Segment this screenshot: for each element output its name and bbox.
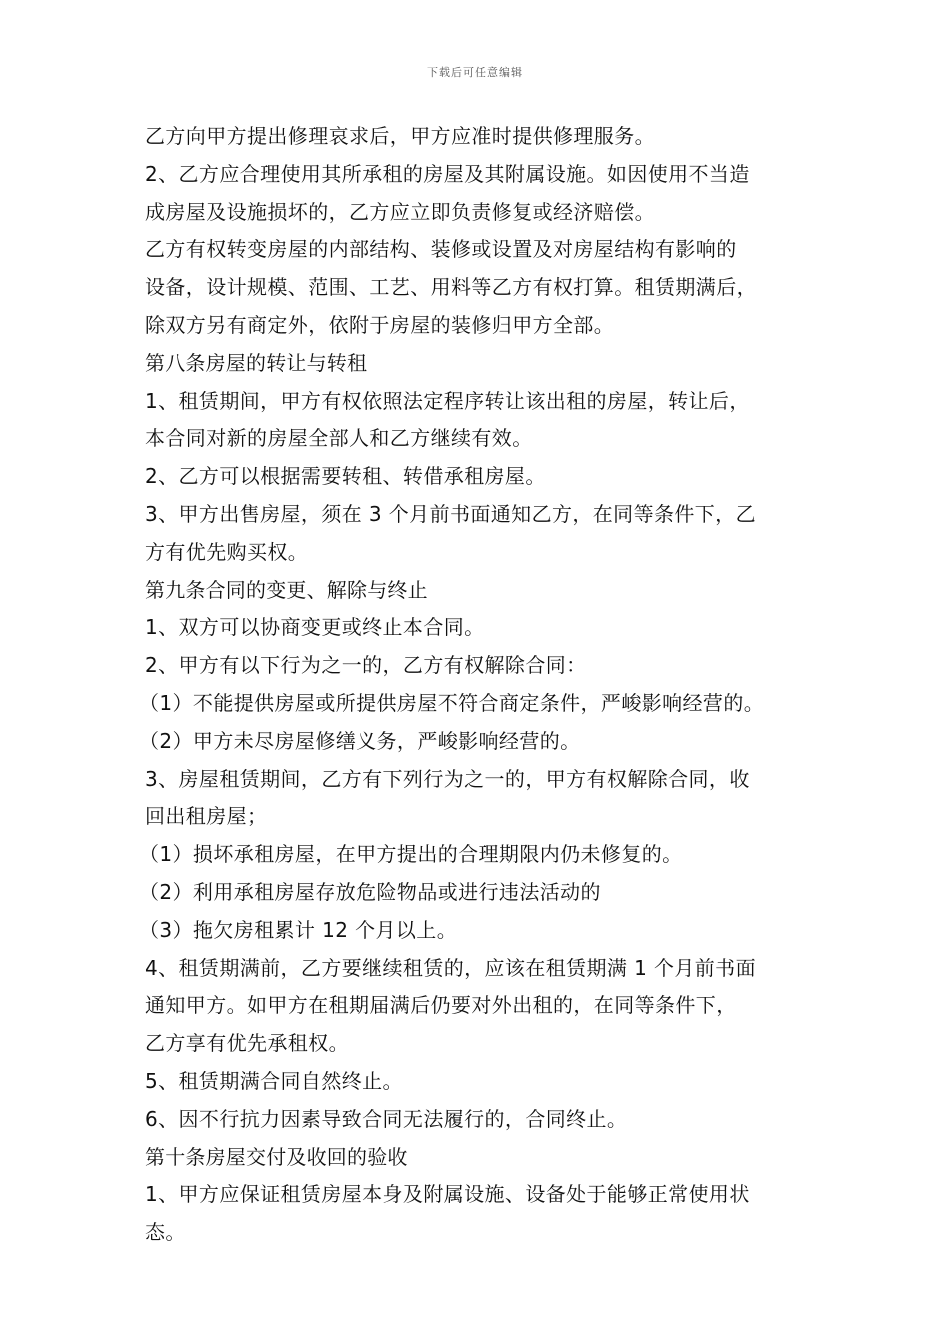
paragraph-line: 1、甲方应保证租赁房屋本身及附属设施、设备处于能够正常使用状	[145, 1182, 750, 1207]
paragraph-line: 乙方有权转变房屋的内部结构、装修或设置及对房屋结构有影响的	[145, 237, 737, 262]
paragraph-line: 方有优先购买权。	[145, 539, 309, 564]
paragraph-line: 2、乙方可以根据需要转租、转借承租房屋。	[145, 464, 546, 489]
paragraph-line: 1、双方可以协商变更或终止本合同。	[145, 615, 485, 640]
sub-item-line: （2）利用承租房屋存放危险物品或进行违法活动的	[139, 879, 601, 904]
paragraph-line: 6、因不行抗力因素导致合同无法履行的，合同终止。	[145, 1106, 628, 1131]
section-heading: 第八条房屋的转让与转租	[145, 350, 368, 375]
paragraph-line: 本合同对新的房屋全部人和乙方继续有效。	[145, 426, 533, 451]
section-heading: 第九条合同的变更、解除与终止	[145, 577, 428, 602]
paragraph-line: 3、房屋租赁期间，乙方有下列行为之一的，甲方有权解除合同，收	[145, 766, 750, 791]
sub-item-line: （2）甲方未尽房屋修缮义务，严峻影响经营的。	[139, 728, 581, 753]
sub-item-line: （1）损坏承租房屋，在甲方提出的合理期限内仍未修复的。	[139, 842, 683, 867]
paragraph-line: 4、租赁期满前，乙方要继续租赁的，应该在租赁期满 1 个月前书面	[145, 955, 756, 980]
paragraph-line: 设备，设计规模、范围、工艺、用料等乙方有权打算。租赁期满后，	[145, 275, 757, 300]
sub-item-line: （3）拖欠房租累计 12 个月以上。	[139, 917, 458, 942]
paragraph-line: 2、乙方应合理使用其所承租的房屋及其附属设施。如因使用不当造	[145, 161, 750, 186]
document-body	[139, 118, 825, 1252]
paragraph-line: 乙方向甲方提出修理哀求后，甲方应准时提供修理服务。	[145, 124, 655, 148]
paragraph-line: 3、甲方出售房屋，须在 3 个月前书面通知乙方，在同等条件下，乙	[145, 501, 756, 526]
page-header-note: 下载后可任意编辑	[427, 66, 523, 79]
sub-item-line: （1）不能提供房屋或所提供房屋不符合商定条件，严峻影响经营的。	[139, 690, 765, 715]
paragraph-line: 成房屋及设施损坏的，乙方应立即负责修复或经济赔偿。	[145, 199, 655, 224]
section-heading: 第十条房屋交付及收回的验收	[145, 1144, 408, 1169]
paragraph-line: 5、租赁期满合同自然终止。	[145, 1068, 403, 1093]
paragraph-line: 除双方另有商定外，依附于房屋的装修归甲方全部。	[145, 312, 615, 337]
paragraph-line: 乙方享有优先承租权。	[145, 1031, 349, 1056]
paragraph-line: 态。	[145, 1220, 186, 1245]
paragraph-line: 1、租赁期间，甲方有权依照法定程序转让该出租的房屋，转让后，	[145, 388, 750, 413]
paragraph-line: 通知甲方。如甲方在租期届满后仍要对外出租的，在同等条件下，	[145, 993, 737, 1018]
paragraph-line: 回出租房屋；	[145, 804, 268, 829]
paragraph-line: 2、甲方有以下行为之一的，乙方有权解除合同：	[145, 653, 587, 678]
